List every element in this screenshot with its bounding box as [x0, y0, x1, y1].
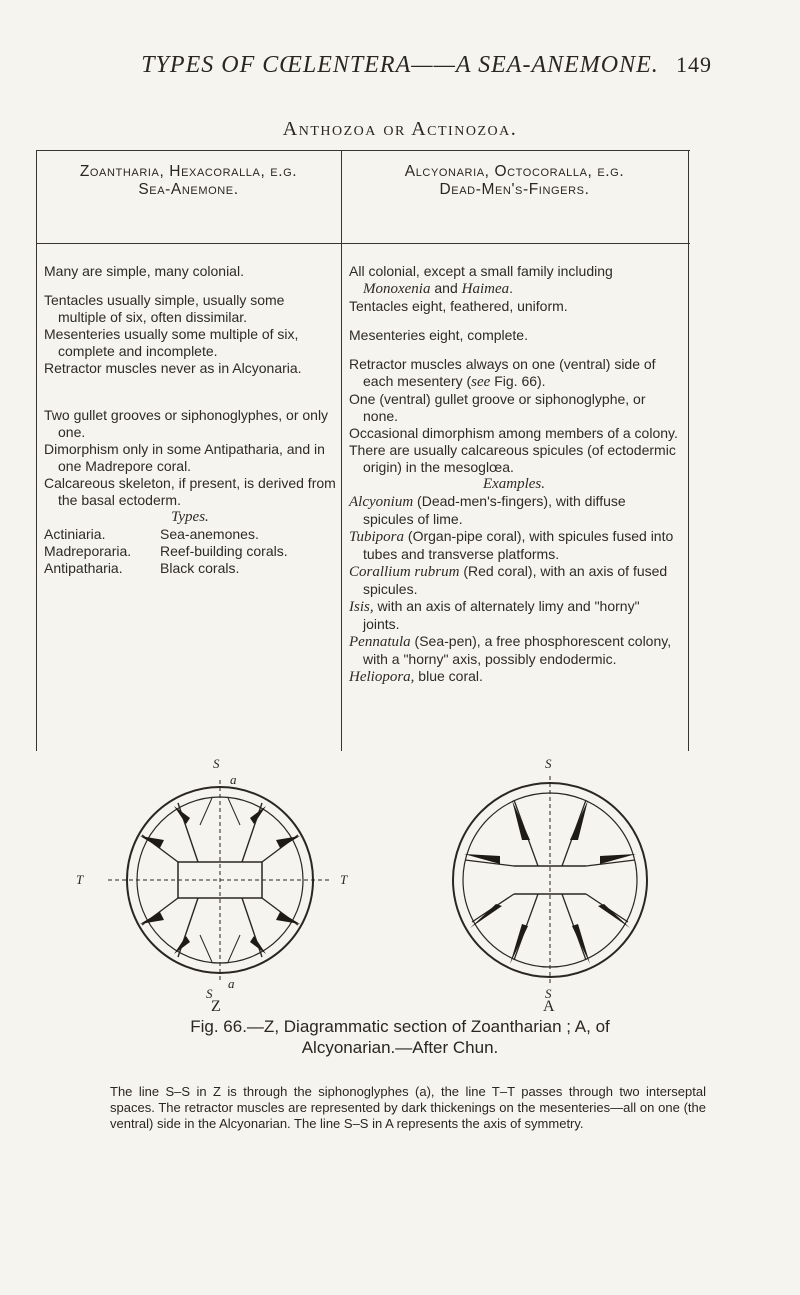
table-border-right [688, 151, 689, 751]
type-example: Reef-building corals. [160, 543, 288, 559]
label-s-top: S [545, 756, 552, 771]
label-t-right: T [340, 872, 348, 887]
example-item: Tubipora (Organ-pipe coral), with spicules fused into tubes and transverse platforms. [349, 528, 674, 562]
types-list [44, 526, 336, 577]
running-title: TYPES OF CŒLENTERA——A SEA-ANEMONE. [141, 52, 659, 78]
comparison-table [36, 150, 690, 751]
example-item: Heliopora, blue coral. [349, 668, 483, 685]
left-item: Calcareous skeleton, if present, is derived from the basal ectoderm. [44, 475, 336, 508]
example-item: Pennatula (Sea-pen), a free phosphorescent colony, with a "horny" axis, possibly endodermic. [349, 633, 672, 667]
section-title: Anthozoa or Actinozoa. [282, 118, 518, 140]
label-a-top: a [230, 772, 237, 787]
left-item: Tentacles usually simple, usually some multiple of six, often dissimilar. [44, 292, 285, 325]
running-head [0, 52, 800, 79]
left-item: Retractor muscles never as in Alcyonaria. [44, 360, 302, 376]
caption-line2: Alcyonarian.—After Chun. [301, 1038, 499, 1057]
left-item: Two gullet grooves or siphonoglyphes, or only one. [44, 407, 329, 440]
right-heading-line1: Alcyonaria, Octocoralla, e.g. [404, 163, 625, 180]
caption-line1: Fig. 66.—Z, Diagrammatic section of Zoantharian ; A, of [190, 1017, 610, 1036]
left-heading-line1: Zoantharia, Hexacoralla, e.g. [79, 163, 298, 180]
table-header-rule [36, 243, 690, 244]
zoantharian-diagram [80, 768, 360, 1008]
example-item: Corallium rubrum (Red coral), with an axis of fused spicules. [349, 563, 668, 597]
alcyonarian-diagram [420, 768, 680, 1008]
right-item: Occasional dimorphism among members of a colony. [349, 425, 678, 441]
example-item: Isis, with an axis of alternately limy and "horny" joints. [349, 598, 640, 632]
right-column-heading [341, 163, 688, 199]
example-item: Alcyonium (Dead-men's-fingers), with diffuse spicules of lime. [349, 493, 626, 527]
types-heading: Types. [171, 509, 209, 525]
panel-label-a: A [543, 998, 555, 1015]
label-a-bottom: a [228, 976, 235, 991]
label-t-left: T [76, 872, 84, 887]
type-group: Antipatharia. [44, 560, 123, 576]
left-heading-line2: Sea-Anemone. [138, 181, 239, 198]
type-group: Madreporaria. [44, 543, 132, 559]
table-column-divider [341, 151, 342, 751]
right-item: One (ventral) gullet groove or siphonoglyphe, or none. [349, 391, 646, 424]
right-heading-line2: Dead-Men's-Fingers. [439, 181, 590, 198]
type-group: Actiniaria. [44, 526, 106, 542]
right-item: There are usually calcareous spicules (of ectodermic origin) in the mesoglœa. [349, 442, 676, 475]
page-number: 149 [676, 52, 712, 77]
left-column-body [44, 263, 336, 577]
left-item: Many are simple, many colonial. [44, 263, 244, 279]
right-item: All colonial, except a small family including Monoxenia and Haimea. [349, 263, 613, 297]
type-example: Sea-anemones. [160, 526, 259, 542]
figure-note: The line S–S in Z is through the siphonoglyphes (a), the line T–T passes through two interseptal spaces. The retractor muscles are represented by dark thickenings on the mesenteries—all on one (the ventral) side in the Alcyonarian. The line S–S in A represents the axis of symmetry. [110, 1084, 706, 1131]
examples-heading: Examples. [482, 476, 546, 492]
panel-label-z: Z [211, 998, 221, 1015]
right-item: Tentacles eight, feathered, uniform. [349, 298, 568, 314]
left-item: Dimorphism only in some Antipatharia, and in one Madrepore coral. [44, 441, 325, 474]
right-column-body [349, 263, 679, 686]
left-item: Mesenteries usually some multiple of six, complete and incomplete. [44, 326, 299, 359]
type-example: Black corals. [160, 560, 240, 576]
table-border-left [36, 151, 37, 751]
figure-caption [0, 1016, 800, 1058]
figure-alcyonarian [420, 756, 680, 1015]
left-column-heading [36, 163, 341, 199]
right-item: Mesenteries eight, complete. [349, 327, 528, 343]
label-s-bottom: S [545, 986, 552, 1001]
label-s-top: S [213, 756, 220, 771]
figure-zoantharian [76, 756, 360, 1015]
label-s-bottom: S [206, 986, 213, 1001]
right-item: Retractor muscles always on one (ventral) side of each mesentery (see Fig. 66). [349, 356, 656, 390]
